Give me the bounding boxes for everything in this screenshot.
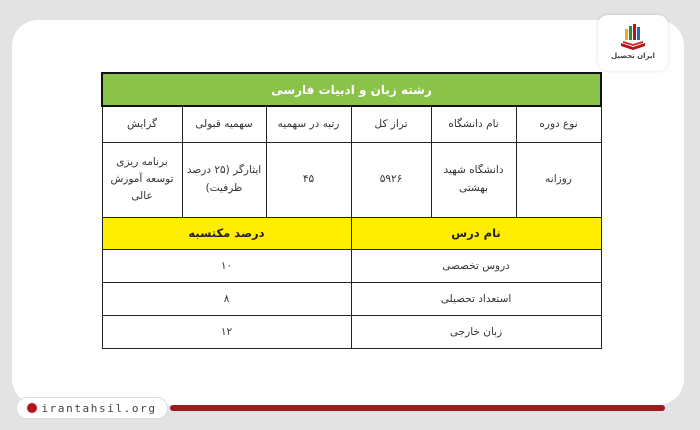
cell-quota-rank: ۴۵: [266, 142, 351, 217]
cell-field: برنامه ریزی توسعه آموزش عالی: [102, 142, 182, 217]
course-name: زبان خارجی: [351, 315, 601, 348]
table-title-row: [102, 73, 601, 106]
cell-total-score: ۵۹۲۶: [351, 142, 431, 217]
cell-course-type: روزانه: [516, 142, 601, 217]
header-percent: درصد مکتسبه: [102, 217, 351, 249]
header-quota-rank: رتبه در سهمیه: [266, 106, 351, 142]
course-name: استعداد تحصیلی: [351, 282, 601, 315]
table-row: [102, 282, 601, 315]
course-percent: ۱۰: [102, 249, 351, 282]
course-percent: ۸: [102, 282, 351, 315]
course-percent: ۱۲: [102, 315, 351, 348]
website-url: irantahsil.org: [41, 401, 157, 415]
header-course-type: نوع دوره: [516, 106, 601, 142]
table-row: [102, 142, 601, 217]
book-logo-icon: [618, 21, 648, 51]
website-link[interactable]: [16, 397, 168, 419]
table-header-row: [102, 106, 601, 142]
table-row: [102, 315, 601, 348]
header-total-score: تراز کل: [351, 106, 431, 142]
cell-quota: ایثارگر (۲۵ درصد ظرفیت): [182, 142, 266, 217]
header-quota: سهمیه قبولی: [182, 106, 266, 142]
header-course-name: نام درس: [351, 217, 601, 249]
globe-icon: [27, 403, 37, 413]
cell-university: دانشگاه شهید بهشتی: [431, 142, 516, 217]
header-university: نام دانشگاه: [431, 106, 516, 142]
logo-text: ایران تحصیل: [611, 52, 655, 60]
table-title: رشته زبان و ادبیات فارسی: [102, 73, 601, 106]
table-row: [102, 249, 601, 282]
subtable-header-row: [102, 217, 601, 249]
brand-logo[interactable]: [598, 15, 668, 71]
admission-table: [101, 72, 602, 349]
header-field: گرایش: [102, 106, 182, 142]
footer-divider: [170, 405, 665, 411]
course-name: دروس تخصصی: [351, 249, 601, 282]
